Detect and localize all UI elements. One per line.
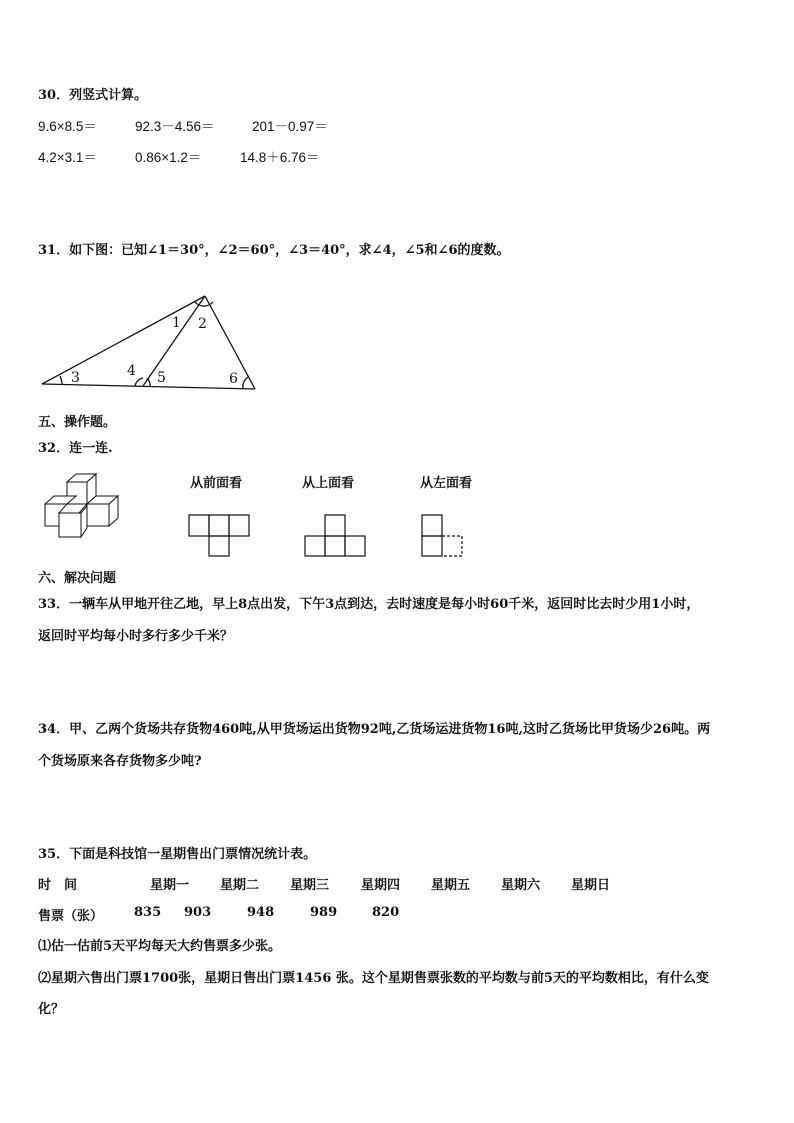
q35-title: 35．下面是科技馆一星期售出门票情况统计表。 [38,847,317,862]
angle-label-1: 1 [172,315,181,331]
table-value: 835 [134,905,162,920]
table-row-label: 售票（张） [38,909,104,924]
table-value: 948 [247,905,275,920]
table-day: 星期日 [571,878,611,893]
table-day: 星期五 [431,878,471,893]
q33-line-2: 返回时平均每小时多行多少千米？ [38,629,234,644]
table-value: 989 [310,905,338,920]
angle-label-2: 2 [198,316,207,332]
q30-title: 30．列竖式计算。 [38,88,148,103]
table-header-label: 时 间 [38,878,78,893]
table-value: 820 [372,905,400,920]
shape-l [422,515,462,556]
q34-line-2: 个货场原来各存货物多少吨? [38,754,202,769]
angle-label-3: 3 [71,370,80,386]
q35-sub-2-line-1: ⑵星期六售出门票1700张，星期日售出门票1456 张。这个星期售票张数的平均数与前5天的平均数相比，有什么变 [38,971,709,986]
view-label-left: 从左面看 [420,476,473,491]
table-day: 星期二 [220,878,260,893]
view-label-front: 从前面看 [190,476,243,491]
q35-sub-1: ⑴估一估前5天平均每天大约售票多少张。 [38,939,282,954]
angle-label-5: 5 [157,370,166,386]
table-value: 903 [184,905,212,920]
table-day: 星期三 [290,878,330,893]
q33-line-1: 33．一辆车从甲地开往乙地，早上8点出发，下午3点到达，去时速度是每小时60千米，返回时比去时少用1小时， [38,597,700,612]
table-day: 星期六 [501,878,541,893]
angle-label-4: 4 [127,363,136,379]
view-label-top: 从上面看 [302,476,355,491]
q35-sub-2-line-2: 化？ [38,1002,65,1017]
q30-expr-3: 201－0.97＝ [252,119,328,134]
q34-line-1: 34．甲、乙两个货场共存货物460吨,从甲货场运出货物92吨,乙货场运进货物16吨,这时乙货场比甲货场少26吨。两 [38,722,711,737]
shape-inverted-t [305,515,365,556]
q32-title: 32．连一连. [38,441,113,456]
q30-expr-6: 14.8＋6.76＝ [240,150,320,165]
table-day: 星期四 [361,878,401,893]
q30-expr-1: 9.6×8.5＝ [38,119,97,134]
section-5-title: 五、操作题。 [38,415,117,430]
q30-expr-4: 4.2×3.1＝ [38,150,97,165]
q30-expr-5: 0.86×1.2＝ [135,150,202,165]
q31-title: 31．如下图：已知∠1＝30°，∠2＝60°，∠3＝40°，求∠4，∠5和∠6的度数。 [38,243,510,258]
shape-t [189,515,249,556]
table-day: 星期一 [150,878,190,893]
angle-label-6: 6 [229,371,238,387]
q30-expr-2: 92.3－4.56＝ [135,119,215,134]
section-6-title: 六、解决问题 [38,571,117,586]
